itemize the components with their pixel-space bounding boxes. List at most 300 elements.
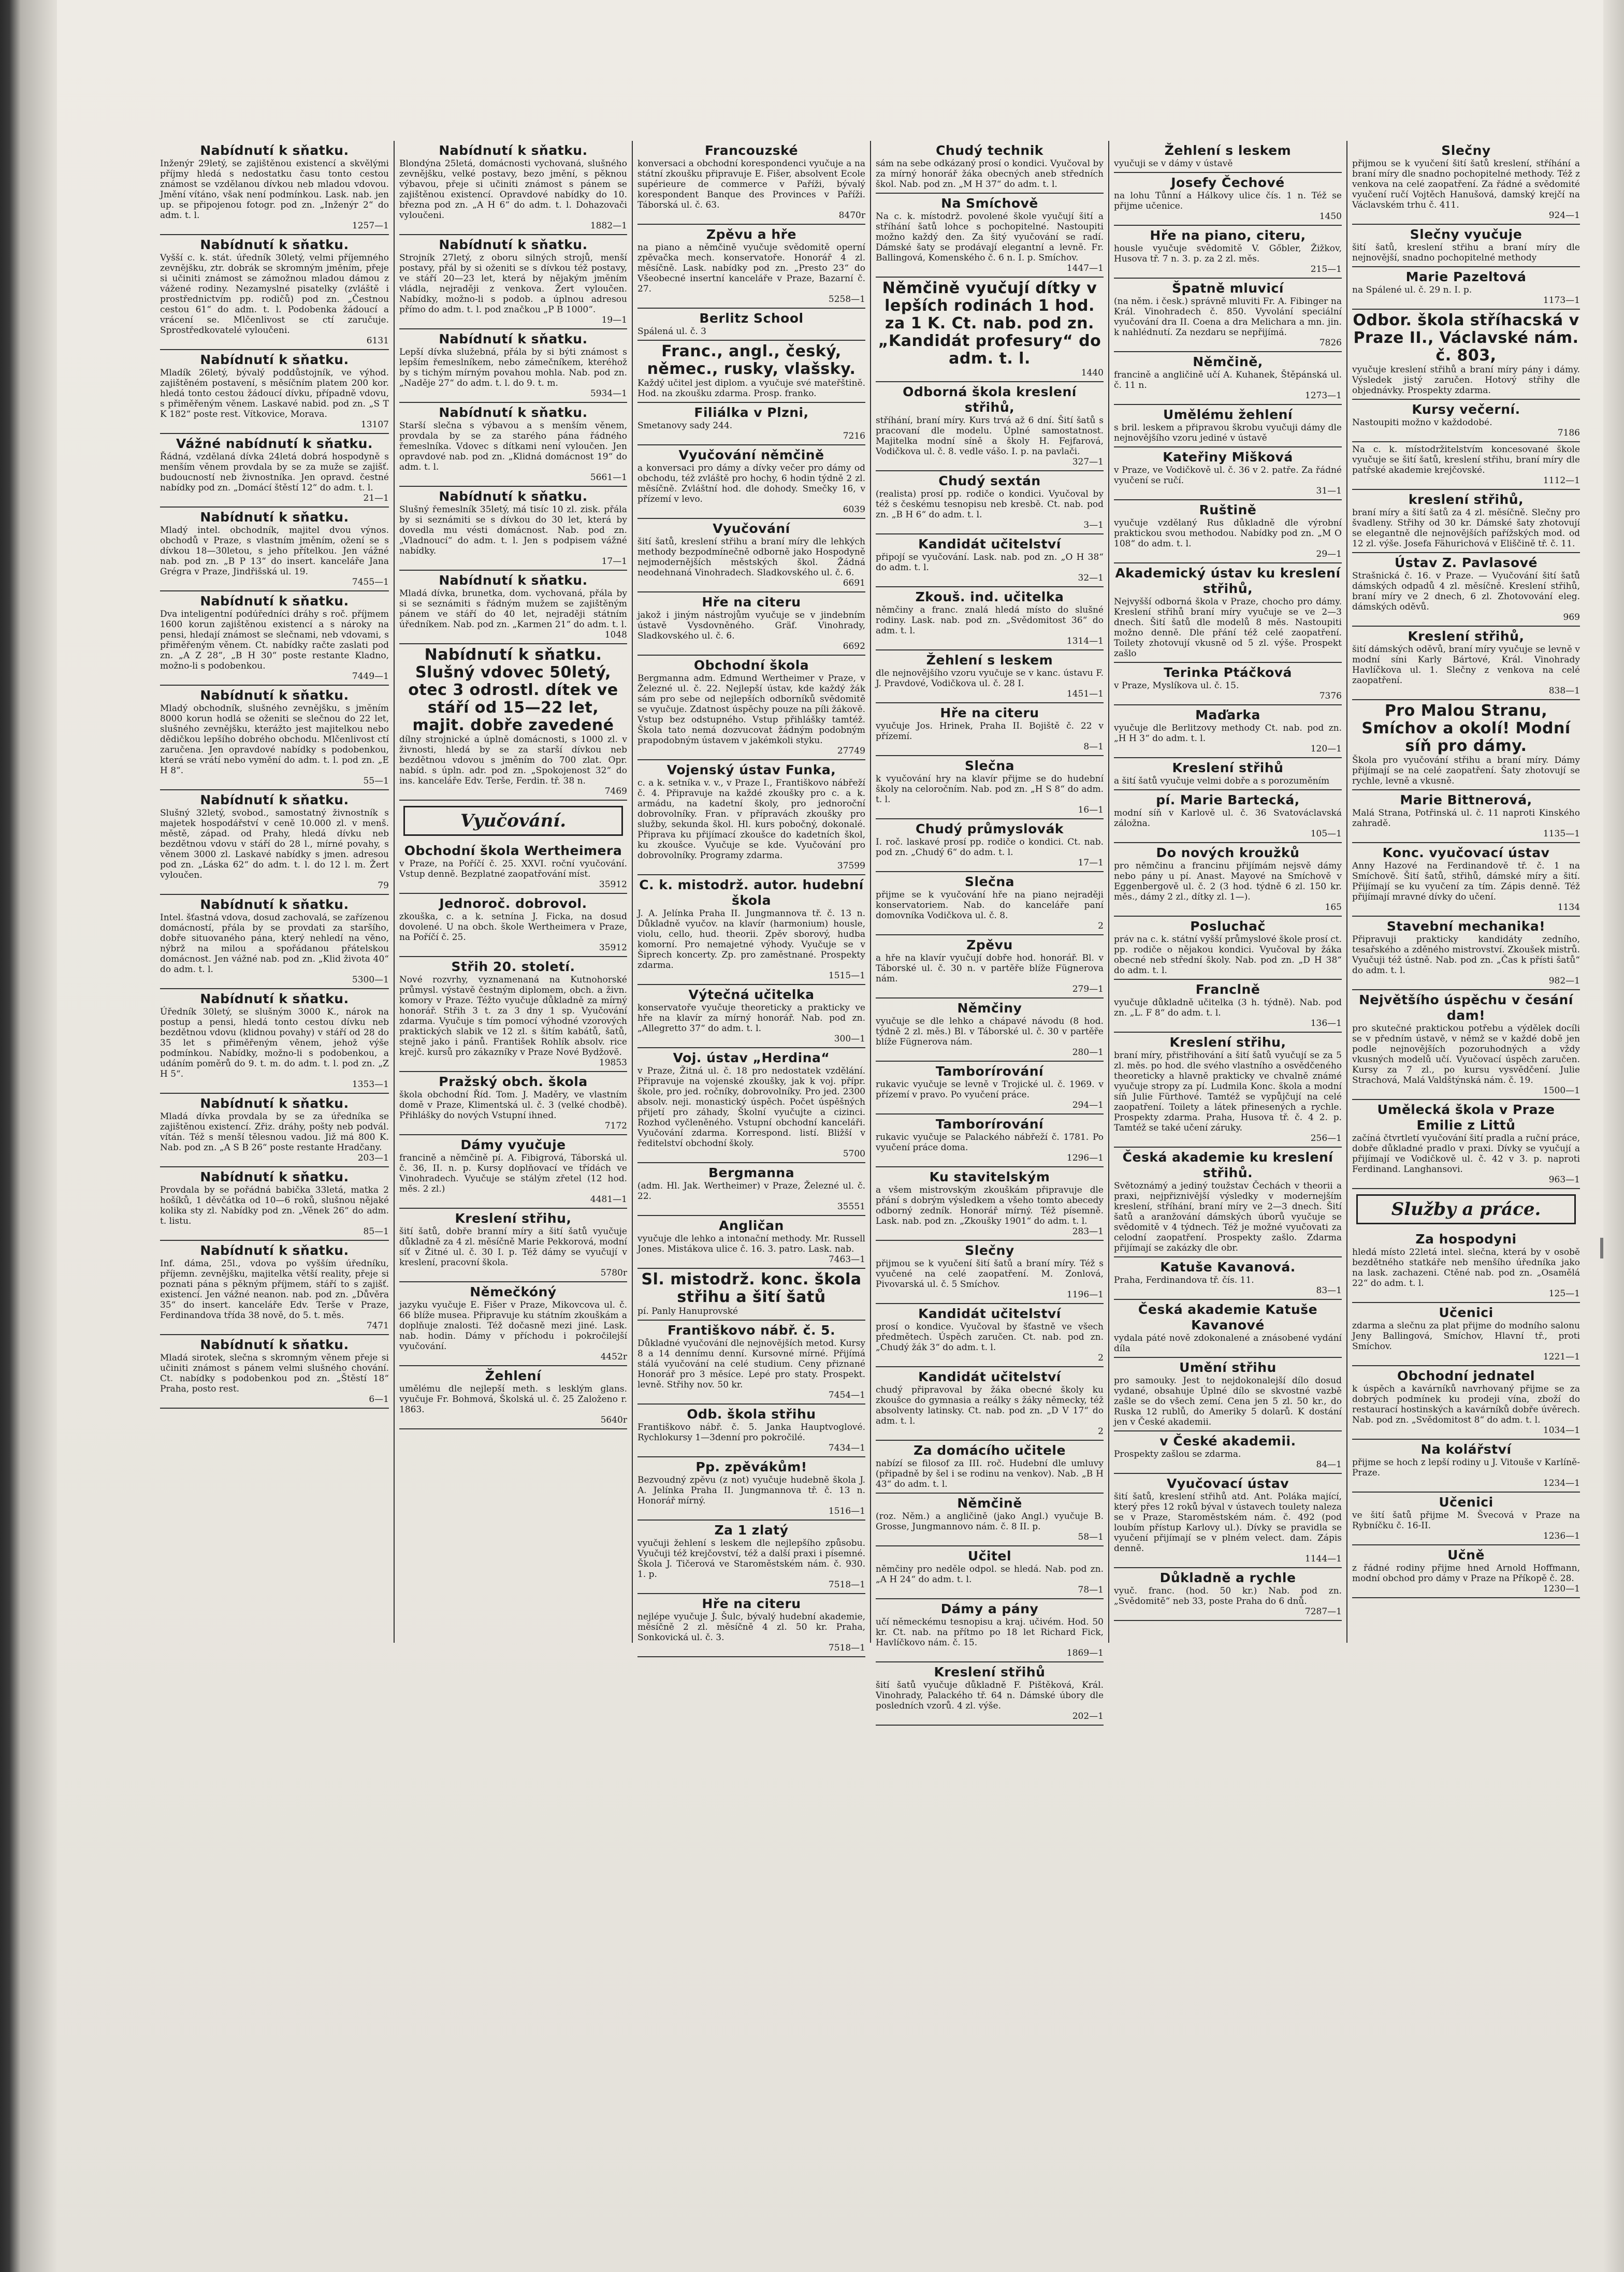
ad-title: Učně xyxy=(1447,1547,1485,1562)
ad-number: 78—1 xyxy=(1078,1585,1104,1595)
ad-body: dílny strojnické a úplně domácnosti, s 1000 zl. v živnosti, hledá by se za starší dívkou neb bezdětnou vdovou s jměním do 700 zlat. Opr. nabíd. s úpln. adr. pod zn. „Spokojenost 32“ do ins. kanceláře Edv. Terše, Ferdin. tř. 38 n. xyxy=(399,734,627,786)
ad-title: Nabídnutí k sňatku. Slušný vdovec 50letý, otec 3 odrostl. dítek ve stáří od 15—22 let, majit. dobře zavedené xyxy=(408,646,618,734)
ad-number: 4452r xyxy=(600,1352,627,1362)
ad-body: šití šatů, kreslení střihu a braní míry dle lehkých methody bezpodmínečně odborně jako Hospodyně nejmodernějších městských škol. Žádná neodehnaná Vinohradech. Sladkovského ul. č. 6. xyxy=(637,537,865,578)
ad-body: (na něm. i česk.) správně mluviti Fr. A. Fibinger na Král. Vinohradech č. 850. Vyvolání speciální vyučování dra II. Coena a dra Melichara a mn. jin. k nahlédnutí. Za nezdaru se nepřijímá. xyxy=(1114,296,1342,338)
ad-title: Chudý technik xyxy=(936,143,1043,158)
ad-title: Nabídnutí k sňatku. xyxy=(200,991,349,1006)
classified-ad xyxy=(637,1457,865,1521)
ad-number: 13107 xyxy=(360,419,389,430)
ad-number: 1034—1 xyxy=(1543,1425,1580,1436)
classified-ad xyxy=(399,329,627,403)
classified-ad xyxy=(876,1599,1104,1662)
ad-number: 84—1 xyxy=(1316,1459,1342,1470)
column-6 xyxy=(1346,141,1585,1643)
ad-title: Bergmanna xyxy=(708,1165,795,1180)
classified-ad xyxy=(399,841,627,894)
ad-body: modní síň v Karlově ul. č. 36 Svatováclavská záložna. xyxy=(1114,808,1342,829)
ad-title: Pp. zpěvákům! xyxy=(695,1459,807,1474)
ad-body: Inženýr 29letý, se zajištěnou existencí a skvělými příjmy hledá s nedostatku času tonto cestou známost se vzdělanou dívkou neb mladou vdovou. Jmění vítáno, však není podmínkou. Lask. nab. jen up. se připojenou fotogr. pod zn. „Inženýr 2“ do adm. t. l. xyxy=(160,158,389,221)
classified-ad xyxy=(1352,790,1580,843)
classified-ad xyxy=(1352,1100,1580,1189)
ad-number: 35551 xyxy=(837,1202,865,1212)
ad-title: Tamborírování xyxy=(935,1064,1044,1079)
ad-number: 969 xyxy=(1563,612,1580,623)
ad-body: z řádné rodiny přijme hned Arnold Hoffmann, modní obchod pro dámy v Praze na Příkopě č. 28. xyxy=(1352,1563,1580,1584)
ad-body: v Praze, Žitná ul. č. 18 pro nedostatek vzdělání. Připravuje na vojenské zkoušky, jak k voj. přípr. škole, pro jed. ročníky, dobrovolníky. Pro jed. 2300 absolv. neji. monastický úspěch. Počet úspěšných přijetí pro záhady, Školní vyučujte a cizinci. Rozhod vyčleněného. Vstupní obchodní kanceláři. Vyučování zdarma. Korrespond. listí. Bližší v ředitelství obchodní školy. xyxy=(637,1066,865,1149)
classified-ad xyxy=(1352,1493,1580,1545)
ad-body: s bril. leskem a připravou škrobu vyučuji dámy dle nejnovějšího vzoru jediné v ústavě xyxy=(1114,423,1342,443)
ad-number: 105—1 xyxy=(1310,829,1342,839)
binding-shadow xyxy=(0,0,57,2272)
ad-title: Obchodní jednatel xyxy=(1397,1368,1535,1383)
ad-body: vyučuje dle Berlitzovy methody Ct. nab. pod zn. „H H 3“ do adm. t. l. xyxy=(1114,723,1342,744)
ad-body: Inf. dáma, 25l., vdova po vyšším úředníku, příjemn. zevnějšku, majitelka větší reality, přeje si poznati pána s pěkným příjmem, stáří to s zajišť. existencí. Jen vážné neanon. nab. pod zn. „Důvěra 35“ do insert. kanceláře Edv. Terše v Praze, Ferdinandova třída 38 nově, do 5. t. měs. xyxy=(160,1258,389,1321)
ad-body: v Praze, ve Vodičkově ul. č. 36 v 2. patře. Za řádné vyučení se ručí. xyxy=(1114,465,1342,486)
classified-ad xyxy=(637,1521,865,1594)
ad-title: Sl. mistodrž. konc. škola střihu a šití šatů xyxy=(641,1270,862,1306)
ad-body: dle nejnovějšího vzoru vyučuje se v kanc. ústavu F. J. Pravdové, Vodičkova ul. č. 28 I. xyxy=(876,668,1104,689)
classified-ad xyxy=(876,194,1104,278)
classified-ad xyxy=(637,445,865,519)
classified-ad xyxy=(1352,990,1580,1100)
ad-body: práv na c. k. státní vyšší průmyslové škole prosí ct. pp. rodiče o nějakou kondici. Vyučoval by žáka obecné neb střední školy. Nab. pod zn. „D H 38“ do adm. t. l. xyxy=(1114,934,1342,976)
ad-title: Ústav Z. Pavlasové xyxy=(1395,555,1538,570)
classified-ad xyxy=(876,1441,1104,1494)
ad-body: šití šatů vyučuje důkladně F. Pištěková, Král. Vinohrady, Palackého tř. 64 n. Dámské úbory dle posledních vzorů. 4 zl. výše. xyxy=(876,1680,1104,1711)
ad-body: vyuč. franc. (hod. 50 kr.) Nab. pod zn. „Svědomitě“ neb 33, poste Praha do 6 dnů. xyxy=(1114,1586,1342,1607)
ad-body: na Spálené ul. č. 29 n. I. p. xyxy=(1352,285,1472,295)
ad-body: nabízí se filosof za III. roč. Hudební dle umluvy (připadně by šel i se rodinu na venkov). Nab. „B H 43“ do adm. t. l. xyxy=(876,1458,1104,1489)
ad-title: Žehlení s leskem xyxy=(1164,143,1292,158)
classified-ad xyxy=(399,644,627,801)
ad-number: 7455—1 xyxy=(352,577,389,587)
classified-ad xyxy=(1114,141,1342,173)
ad-title: Odborná škola kreslení střihů, xyxy=(903,384,1077,415)
ad-title: Nabídnutí k sňatku. xyxy=(200,237,349,252)
classified-ad xyxy=(160,235,389,350)
ad-body: Praha, Ferdinandova tř. čís. 11. xyxy=(1114,1275,1254,1285)
ad-body: a šití šatů vyučuje velmi dobře a s porozuměním xyxy=(1114,776,1330,786)
ad-body: Starší slečna s výbavou a s menším věnem, provdala by se za starého pána řádného řemeslníka. Vdovec s dítkami není vyloučen. Jen opravdové nab. pod zn. „Klidná domácnost 19“ do adm. t. l. xyxy=(399,421,627,472)
classified-ad xyxy=(876,587,1104,650)
ad-title: Katuše Kavanová. xyxy=(1160,1260,1296,1275)
ad-number: 85—1 xyxy=(363,1226,389,1237)
ad-number: 1196—1 xyxy=(1066,1290,1104,1300)
ad-title: Kreslení střihů xyxy=(934,1665,1046,1680)
ad-title: Za 1 zlatý xyxy=(714,1523,789,1538)
ad-body: vyučuje se dle lehko a chápavé návodu (8 hod. týdně 2 zl. měs.) Bl. v Táborské ul. č. 30 v partěře blíže Fügnerova nám. xyxy=(876,1016,1104,1047)
ad-title: Pro Malou Stranu, Smíchov a okolí! Modní síň pro dámy. xyxy=(1361,702,1571,755)
classified-ad xyxy=(876,278,1104,382)
ad-body: sám na sebe odkázaný prosí o kondici. Vyučoval by za mírný honorář žáka obecných aneb středních škol. Nab. pod zn. „M H 37“ do adm. t. l. xyxy=(876,158,1104,190)
ad-body: c. a k. setníka v. v., v Praze I., Františkovo nábřeží č. 4. Připravuje na každé zkoušky pro c. a k. armádu, na kadetní školy, pro jednoroční dobrovolníky. Fran. v přípravách zkoušky pro služby, sekunda škol. Hl. kurs pobočný, dokonalé. Připrava ku přijímací zkoušce do kadetních škol, ku zkoušce. Vyučuje se kde. Vyučování pro dobrovolníky. Programy zdarma. xyxy=(637,778,865,861)
ad-body: rukavic vyučuje se levně v Trojické ul. č. 1969. v přízemí v pravo. Po vyučení práce. xyxy=(876,1079,1104,1100)
ad-body: (realista) prosí pp. rodiče o kondici. Vyučoval by též s českému tesnopisu neb kresbě. Ct. nab. pod zn. „B H 6“ do adm. t. l. xyxy=(876,489,1104,520)
classified-ad xyxy=(399,1366,627,1429)
ad-number: 6691 xyxy=(843,578,865,588)
ad-number: 8470r xyxy=(838,210,865,221)
ad-body: Strojník 27letý, z oboru silných strojů, menší postavy, přál by si oženiti se s dívkou též postavy, ve stáří 20—23 let, která by nějakým jměním vládla, nejraději z venkova. Žert vyloučen. Nabídky, možno-li s podob. a úplnou adresou přímo do adm. t. l. pod značkou „P B 1000“. xyxy=(399,253,627,315)
ad-title: Nabídnutí k sňatku. xyxy=(439,489,588,504)
ad-title: Obchodní škola xyxy=(693,658,809,673)
classified-ad xyxy=(1114,663,1342,705)
ad-body: Řádná, vzdělaná dívka 24letá dobrá hospodyně s menším věnem provdala by se za muže se zajišť. budoucností neb živnostníka. Jen opravd. čestné nabídky pod zn. „Domácí štěstí 12“ do adm. t. l. xyxy=(160,452,389,493)
ad-body: Mladý obchodník, slušného zevnějšku, s jměním 8000 korun hodlá se oženiti se slečnou do 22 let, slušného zevnějšku, kterážto jest majitelkou nebo dědičkou lepšího dobrého obchodu. Mlčenlivost ctí zaručena. Jen opravdové nabídky s podobenkou, která se vrátí nebo vymění do adm. t. l. pod zn. „E H 8“. xyxy=(160,703,389,776)
ad-title: Stavební mechanika! xyxy=(1386,919,1546,934)
section-heading: Vyučování. xyxy=(403,806,623,836)
ad-title: Němečkóný xyxy=(470,1284,557,1299)
classified-ad xyxy=(637,985,865,1048)
ad-body: vyučuje důkladně učitelka (3 h. týdně). Nab. pod zn. „L. F 8“ do adm. t. l. xyxy=(1114,997,1342,1018)
ad-title: Slečny xyxy=(965,1243,1014,1258)
ad-body: Každý učitel jest diplom. a vyučuje své mateřštině. Hod. na zkoušku zdarma. Prosp. franko. xyxy=(637,378,865,399)
ad-number: 5661—1 xyxy=(590,472,627,483)
ad-title: Žehlení s leskem xyxy=(926,653,1053,668)
ad-body: J. A. Jelínka Praha II. Jungmannova tř. č. 13 n. Důkladně vyučov. na klavír (harmonium) housle, violu, cello, hud. theorii. Zpěv sborový, hudba komorní. Pro nemajetné výhody. Vyučuje se v Šiprech koncerty. Zp. pro zaměstnané. Prospekty zdarma. xyxy=(637,908,865,971)
ad-title: Slečna xyxy=(964,758,1015,773)
ad-number: 203—1 xyxy=(357,1153,389,1163)
ad-body: šití šatů, kreslení střihu a braní míry dle nejnovější, snadno pochopitelné methody xyxy=(1352,242,1580,263)
ad-title: Do nových kroužků xyxy=(1156,845,1300,860)
ad-title: Slečny xyxy=(1441,143,1491,158)
ad-body: nejlépe vyučuje J. Šulc, bývalý hudební akademie, měsíčně 2 zl. měsíčně 4 zl. 50 kr. Praha, Sonkovická ul. č. 3. xyxy=(637,1612,865,1643)
ad-body: škola obchodní Říd. Tom. J. Maděry, ve vlastním domě v Praze, Klimentská ul. č. 3 (velké chodbě). Přihlášky do nových Vstupní ihned. xyxy=(399,1090,627,1121)
ad-number: 1440 xyxy=(1081,368,1104,378)
classified-ad xyxy=(637,341,865,403)
ad-body: k úspěch a kavárníků navrhovaný přijme se za dobrých podmínek ku prodeji vína, zboží do restaurací hostinských a kavárníků dobře úvěrech. Nab. pod zn. „Svědomitost 8“ do adm. t. l. xyxy=(1352,1384,1580,1425)
ad-body: Důkladné vyučování dle nejnovějších metod. Kursy 8 a 14 dennímu denní. Kursovné mírné. Přijímá stálá vyučování na celé studium. Ceny přiznané Honorář pro 3 měsíce. Lepé pro staty. Prospekt. levně. Střihy nov. 50 kr. xyxy=(637,1338,865,1390)
ad-body: pro němčinu a francinu přijímám nejsvě dámy nebo pány u pí. Anast. Mayové na Smíchově v Eggenbergově ul. č. 2 (3 hod. týdně 6 zl. 150 kr. měs., dámy 2 zl., dítky zl. 1—). xyxy=(1114,861,1342,902)
ad-number: 1257—1 xyxy=(352,221,389,231)
ad-number: 2 xyxy=(1098,921,1104,931)
ad-number: 1221—1 xyxy=(1543,1352,1580,1362)
classified-ad xyxy=(876,935,1104,998)
ad-number: 7216 xyxy=(843,431,865,441)
classified-ad xyxy=(637,403,865,445)
ad-body: Nastoupiti možno v každodobé. xyxy=(1352,417,1492,428)
classified-ad xyxy=(160,1241,389,1335)
classified-ad xyxy=(399,141,627,235)
ad-title: Nabídnutí k sňatku. xyxy=(200,510,349,525)
classified-ad xyxy=(1114,447,1342,500)
classified-ad xyxy=(637,1216,865,1269)
ad-title: Slečna xyxy=(964,874,1015,889)
ad-body: Prospekty zašlou se zdarma. xyxy=(1114,1449,1241,1459)
ad-title: Jednoroč. dobrovol. xyxy=(439,896,587,911)
classified-ad xyxy=(399,1072,627,1135)
ad-title: Ku stavitelským xyxy=(929,1169,1050,1184)
ad-title: Kreslení střihů, xyxy=(1408,629,1525,644)
ad-number: 1135—1 xyxy=(1543,829,1580,839)
ad-number: 136—1 xyxy=(1310,1018,1342,1029)
ad-number: 6039 xyxy=(843,504,865,515)
classified-ad xyxy=(876,1062,1104,1115)
ad-title: Žehlení xyxy=(485,1368,542,1383)
ad-body: stříhání, braní míry. Kurs trvá až 6 dní. Šití šatů s pracovaní dle modelu. Úplné samostatnost. Majitelka modní síně a školy H. Fejfarová, Vodičkova ul. č. 8. vedle vášo. I. p. na pavlači. xyxy=(876,415,1104,457)
ad-body: braní míry a šití šatů za 4 zl. měsíčně. Slečny pro švadleny. Střihy od 30 kr. Dámské šaty zhotovují se elegantně dle nejnovějších pařížských mod. od 12 zl. výše. Josefa Fähurichová v Eliščině tř. č. 11. xyxy=(1352,508,1580,549)
ad-title: Hře na citeru xyxy=(702,1596,801,1611)
classified-ad xyxy=(399,1282,627,1366)
ad-title: Nabídnutí k sňatku. xyxy=(200,1243,349,1258)
ad-number: 215—1 xyxy=(1310,264,1342,274)
ad-title: Kandidát učitelství xyxy=(918,1306,1061,1321)
ad-body: přijmou se k vyučení šití šatů a braní míry. Též s vyučené na celé zaopatření. M. Zonlová, Pivovarská ul. č. 5 Smíchov. xyxy=(876,1258,1104,1290)
ad-number: 2 xyxy=(1098,1353,1104,1363)
ad-body: Mladík 26letý, bývalý poddůstojník, ve výhod. zajištěném postavení, s měsíčním platem 200 kor. hledá tonto cestou žádoucí dívku, případně vdovu, s přiměřeným věnem. Laskavé nabid. pod zn. „S T K 182“ poste rest. Vítkovice, Morava. xyxy=(160,368,389,419)
ad-body: zkouška, c. a k. setnína J. Ficka, na dosud dovolené. U na obch. škole Wertheimera v Praze, na Poříčí č. 25. xyxy=(399,911,627,943)
classified-ad xyxy=(160,1094,389,1167)
ad-number: 17—1 xyxy=(1078,858,1104,868)
ad-title: Umění střihu xyxy=(1179,1360,1277,1375)
ad-title: Výtečná učitelka xyxy=(688,987,815,1002)
ad-body: šití šatů, dobře branní míry a šití šatů vyučuje důkladně za 4 zl. měsíčně Marie Pekkorová, modní síť v Žitné ul. č. 30 I. p. Též dámy se vyučují v kreslení, pracovní škola. xyxy=(399,1226,627,1268)
ad-number: 1296—1 xyxy=(1066,1153,1104,1163)
ad-title: Chudý sextán xyxy=(938,473,1041,488)
ad-body: rukavic vyučuje se Palackého nábřeží č. 1781. Po vyučení práce doma. xyxy=(876,1132,1104,1153)
classified-ad xyxy=(1114,980,1342,1033)
ad-number: 5640r xyxy=(600,1415,627,1425)
classified-ad xyxy=(1114,279,1342,352)
ad-title: Němčiny xyxy=(957,1001,1022,1016)
ad-number: 6131 xyxy=(366,336,389,346)
ad-title: Kreslení střihů xyxy=(1172,760,1284,775)
classified-ad xyxy=(1352,553,1580,627)
classified-ad xyxy=(1352,917,1580,990)
classified-ad xyxy=(1114,1358,1342,1431)
ad-number: 8—1 xyxy=(1083,742,1104,752)
ad-number: 1173—1 xyxy=(1543,295,1580,306)
ad-number: 280—1 xyxy=(1072,1047,1104,1058)
ad-body: jakož i jiným nástrojům vyučuje se v jindebním ústavě Vysdovněného. Gräf. Vinohrady, Sladkovského ul. č. 6. xyxy=(637,610,865,641)
ad-body: Spálená ul. č. 3 xyxy=(637,326,706,337)
ad-title: Nabídnutí k sňatku. xyxy=(439,331,588,346)
classified-ad xyxy=(637,141,865,225)
ad-title: Nabídnutí k sňatku. xyxy=(200,897,349,912)
ad-number: 7518—1 xyxy=(828,1643,865,1653)
classified-ad xyxy=(637,592,865,656)
classified-ad xyxy=(876,872,1104,935)
ad-number: 31—1 xyxy=(1316,486,1342,496)
ad-number: 17—1 xyxy=(601,556,627,567)
classified-ad xyxy=(1352,225,1580,267)
classified-ad xyxy=(637,1405,865,1457)
ad-body: šití šatů, kreslení střihů atd. Ant. Poláka mající, který přes 12 roků býval v ústavech toulety naleza se v Praze, Staroměstském nám. č. 492 (pod loubím přístup Karlovy ul.). Dívky se pravidla se vyučení přijímají se v plném velect. dam. Zápis denně. xyxy=(1114,1492,1342,1554)
ad-title: Vyučovací ústav xyxy=(1167,1476,1289,1491)
ad-number: 294—1 xyxy=(1072,1100,1104,1110)
classified-ad xyxy=(160,989,389,1094)
ad-number: 283—1 xyxy=(1072,1226,1104,1237)
classified-ad xyxy=(1114,563,1342,663)
ad-number: 279—1 xyxy=(1072,984,1104,994)
ad-number: 5258—1 xyxy=(828,294,865,305)
classified-ad xyxy=(1114,1568,1342,1621)
ad-number: 1500—1 xyxy=(1543,1086,1580,1096)
ad-number: 7518—1 xyxy=(828,1580,865,1590)
ad-title: Nabídnutí k sňatku. xyxy=(200,688,349,703)
classified-ad xyxy=(1114,843,1342,917)
classified-ad xyxy=(1114,1148,1342,1257)
ad-title: Konc. vyučovací ústav xyxy=(1382,845,1550,860)
ad-body: I. roč. laskavé prosí pp. rodiče o kondici. Ct. nab. pod zn. „Chudý 6“ do adm. t. l. xyxy=(876,837,1104,858)
ad-title: Maďarka xyxy=(1195,707,1260,722)
classified-ad xyxy=(399,235,627,329)
ad-title: kreslení střihů, xyxy=(1408,492,1524,507)
ad-body: přijmou se k vyučení šití šatů kreslení, stříhání a braní míry dle snadno pochopitelné methody. Též z venkova na celé zaopatření. Za řádné a svědomité vyučení ručí Vojtěch Hanušová, damský krejčí na Václavském trhu č. 411. xyxy=(1352,158,1580,210)
ad-number: 19853 xyxy=(599,1058,627,1068)
ad-number: 58—1 xyxy=(1078,1532,1104,1542)
ad-title: Pražský obch. škola xyxy=(439,1074,588,1089)
classified-ad xyxy=(876,703,1104,756)
ad-title: Angličan xyxy=(719,1218,784,1233)
ad-title: Nabídnutí k sňatku. xyxy=(439,143,588,158)
ad-title: Dámy vyučuje xyxy=(460,1137,566,1152)
ad-body: přijme se k vyučování hře na piano nejraději konservatoriem. Nab. do kanceláře paní domovníka Vodičkova ul. č. 8. xyxy=(876,890,1104,921)
classified-ad xyxy=(1114,500,1342,563)
classified-ad xyxy=(637,1594,865,1657)
classified-ad xyxy=(637,875,865,985)
classified-ad xyxy=(637,309,865,341)
ad-body: a všem mistrovským zkouškám připravuje dle přání s dobrým výsledkem a všeho tomto abecedy odborný zedník. Honorář mírný. Též písemně. Lask. nab. pod zn. „Zkoušky 1901“ do adm. t. l. xyxy=(876,1185,1104,1226)
classified-ad xyxy=(1352,442,1580,490)
ad-number: 1234—1 xyxy=(1543,1478,1580,1488)
ad-number: 5300—1 xyxy=(352,975,389,985)
classified-ad xyxy=(1352,1229,1580,1303)
ad-title: Němčině xyxy=(957,1496,1022,1511)
ad-title: Kateřiny Mišková xyxy=(1163,450,1293,465)
ad-title: Zpěvu a hře xyxy=(706,227,796,242)
ad-number: 35912 xyxy=(599,943,627,953)
classified-ad xyxy=(399,1209,627,1282)
ad-title: Učitel xyxy=(967,1549,1012,1564)
ad-title: Chudý průmyslovák xyxy=(915,821,1064,836)
classified-ad xyxy=(1114,226,1342,279)
ad-body: Mladý intel. obchodník, majitel dvou výnos. obchodů v Praze, s vlastním jměním, ožení se s dívkou 18—30letou, s jeho přítelkou. Jen vážné nab. pod zn. „B P 13“ do insert. kanceláře Jana Grégra v Praze, Jindřišská ul. 19. xyxy=(160,525,389,577)
ad-body: vyučuje Jos. Hrinek, Praha II. Bojiště č. 22 v přízemí. xyxy=(876,721,1104,742)
ad-title: Akademický ústav ku kreslení střihů, xyxy=(1115,566,1341,596)
ad-title: Vážné nabídnutí k sňatku. xyxy=(176,436,373,451)
ad-title: pí. Marie Bartecká, xyxy=(1156,792,1300,807)
ad-body: hledá místo 22letá intel. slečna, která by v osobě bezdětného statkáře neb menšího úředníka jako na lask. zachazeni. Ctěné nab. pod zn. „Osamělá 22“ do adm. t. l. xyxy=(1352,1247,1580,1289)
ad-title: Nabídnutí k sňatku. xyxy=(200,594,349,609)
classified-ad xyxy=(1352,1440,1580,1493)
ad-number: 1236—1 xyxy=(1543,1531,1580,1541)
ad-body: němčiny a franc. znalá hledá místo do slušné rodiny. Lask. nab. pod zn. „Svědomitost 36“ do adm. t. l. xyxy=(876,605,1104,636)
classified-ad xyxy=(876,1167,1104,1241)
ad-number: 202—1 xyxy=(1072,1711,1104,1721)
ad-title: Kursy večerní. xyxy=(1412,402,1520,417)
ad-number: 7172 xyxy=(604,1121,627,1131)
classified-ad xyxy=(876,1241,1104,1304)
ad-body: k vyučování hry na klavír přijme se do hudební školy na celoročním. Nab. pod zn. „H S 8“ do adm. t. l. xyxy=(876,774,1104,805)
ad-body: zdarma a slečnu za plat přijme do modního salonu Jeny Ballingová, Smíchov, Hlavní tř., proti Smíchov. xyxy=(1352,1321,1580,1352)
ad-body: Mladá sirotek, slečna s skromným věnem přeje si učiniti známost s pánem velmi slušného chování. Ct. nabídky s podobenkou pod zn. „Štěstí 18“ Praha, posto rest. xyxy=(160,1353,389,1394)
ad-number: 165 xyxy=(1325,902,1342,913)
ad-body: Vyšší c. k. stát. úředník 30letý, velmi příjemného zevnějšku, ztr. dobrák se skromným jměním, přeje si učiniti známost se zámožnou mladou dámou z vážené rodiny. Nezamyslné pisatelky (zvláště i prostřednictvím pp. rodičů) pod zn. „Čestnou cestou 61“ do adm. t. l. Podobenka žádoucí a vrácení se. Mlčenlivost se ctí zaručuje. Sprostředkovatelé vyloučeni. xyxy=(160,253,389,336)
ad-title: Za hospodyni xyxy=(1415,1232,1517,1247)
ad-number: 27749 xyxy=(837,746,865,756)
ad-title: Filiálka v Plzni, xyxy=(694,405,809,420)
classified-ad xyxy=(637,519,865,592)
ad-body: pro samouky. Jest to nejdokonalejší dílo dosud vydané, obsahuje Úplné dílo se skvostné vazbě zašle se do všech zemí. Cena jen 5 zl. 50 kr., do Ruska 12 rublů, do Ameriky 5 dolarů. K dostání jen v České akademii. xyxy=(1114,1376,1342,1427)
ad-body: konversaci a obchodní korespondenci vyučuje a na státní zkoušku připravuje E. Fišer, absolvent Ecole supérieure de commerce v Paříži, bývalý korespondent Banque des Provinces v Paříži. Táborská ul. č. 63. xyxy=(637,158,865,210)
ad-title: Největšího úspěchu v česání dam! xyxy=(1359,992,1573,1023)
classified-ad xyxy=(1114,405,1342,447)
ad-body: Provdala by se pořádná babička 33letá, matka 2 hošíků, 1 děvčátka od 10—6 roků, slušnou nějaké kolika sty zl. Nabídky pod zn. „Věnek 26“ do adm. t. listu. xyxy=(160,1185,389,1226)
ad-title: Nabídnutí k sňatku. xyxy=(200,1169,349,1184)
ad-title: Nabídnutí k sňatku. xyxy=(200,143,349,158)
classified-ad xyxy=(1352,1303,1580,1366)
ad-body: (adm. Hl. Jak. Wertheimer) v Praze, Železné ul. č. 22. xyxy=(637,1181,865,1202)
classified-ad xyxy=(637,1048,865,1163)
classified-ad xyxy=(876,471,1104,534)
ad-title: Marie Pazeltová xyxy=(1405,269,1527,284)
classified-ad xyxy=(876,650,1104,703)
ad-title: C. k. mistodrž. autor. hudební škola xyxy=(639,877,864,908)
classified-ad xyxy=(876,1367,1104,1441)
ad-title: Dámy a pány xyxy=(940,1601,1039,1616)
ad-number: 1353—1 xyxy=(352,1079,389,1090)
ad-title: Slečny vyučuje xyxy=(1410,227,1523,242)
ad-body: jazyku vyučuje E. Fišer v Praze, Mikovcova ul. č. 66 blíže musea. Připravuje ku státním zkouškám a doplňuje znalosti. Též dočasně mezi jiné. Lask. nab. hodin. Dámy v příchodu i pokročilejší vyučování. xyxy=(399,1300,627,1352)
ad-title: Kandidát učitelství xyxy=(918,1369,1061,1384)
ad-number: 300—1 xyxy=(834,1034,865,1044)
ad-body: (roz. Něm.) a angličině (jako Angl.) vyučuje B. Grosse, Jungmannovo nám. č. 8 II. p. xyxy=(876,1511,1104,1532)
ad-number: 7469 xyxy=(604,786,627,797)
classified-ad xyxy=(637,1163,865,1216)
classified-ad xyxy=(160,686,389,790)
ad-body: francině a angličině učí A. Kuhanek, Štěpánská ul. č. 11 n. xyxy=(1114,370,1342,390)
classified-ad xyxy=(1352,310,1580,400)
classified-columns xyxy=(155,141,1585,1721)
ad-body: na lohu Tůnní a Hálkovy ulice čís. 1 n. Též se přijme učenice. xyxy=(1114,191,1342,211)
classified-ad xyxy=(160,508,389,591)
classified-ad xyxy=(876,141,1104,194)
ad-body: Nejvyšší odborná škola v Praze, chocho pro dámy. Kreslení střihů braní míry vyučuje se ve 2—3 dnech. Šití šatů dle modelů 8 měs. Nastoupiti možno denně. Dle přání též celé zaopatření. Toilety zhotovují vkusně od 5 zl. výše. Prospekt zašlo xyxy=(1114,597,1342,659)
classified-ad xyxy=(1352,1545,1580,1598)
ad-body: Úředník 30letý, se slušným 3000 K., nárok na postup a pensi, hledá tonto cestou dívku neb bezdětnou vdovu (klidnou povahy) v stáří od 28 do 35 let s přiměřeným věnem, jehož výše podmínkou. Nabídky, možno-li s podobenkou, a udáním poměrů do 9. t. m. do adm. t. l. pod zn. „Z H 5“. xyxy=(160,1007,389,1079)
ad-body: Slušný 32letý, svobod., samostatný živnostník s majetek hospodářství v ceně 10.000 zl. v menš. městě, západ. od Prahy, hledá dívku neb bezdětnou vdovu v stáří do 28 l., mírné povahy, s věnem 3000 zl. Laskavé nabídky s jmen. adresou pod zn. „Láska 62“ do adm. t. l. do 12 l. m. Žert vyloučen. xyxy=(160,808,389,880)
ad-title: Francouzské xyxy=(704,143,799,158)
classified-ad xyxy=(1114,173,1342,226)
ad-title: Důkladně a rychle xyxy=(1159,1570,1296,1585)
ad-number: 7287—1 xyxy=(1304,1607,1342,1617)
classified-ad xyxy=(399,894,627,957)
ad-number: 19—1 xyxy=(601,315,627,325)
classified-ad xyxy=(876,1546,1104,1599)
ad-number: 7186 xyxy=(1557,428,1580,438)
ad-number: 1230—1 xyxy=(1543,1584,1580,1594)
classified-ad xyxy=(876,1115,1104,1167)
ad-body: připojí se vyučování. Lask. nab. pod zn. „O H 38“ do adm. t. l. xyxy=(876,552,1104,573)
ad-number: 16—1 xyxy=(1078,805,1104,815)
ad-body: Bergmanna adm. Edmund Wertheimer v Praze, v Železné ul. č. 22. Nejlepší ústav, kde každý žák sám pro sebe od nejlepších odborníků svědomitě se vyučuje. Zdatnost úspěchy pouze na píli žákově. Vstup bez odstupného. Vstup přihlášky tamtéž. Škola tato nemá dozvucovat žádným podobným prapodobným ústavem v jakémkoli styku. xyxy=(637,673,865,746)
ad-title: Vojenský ústav Funka, xyxy=(666,762,836,777)
ad-title: Učenici xyxy=(1439,1495,1494,1510)
ad-title: Nabídnutí k sňatku. xyxy=(200,1096,349,1111)
ad-title: Posluchač xyxy=(1190,919,1266,934)
classified-ad xyxy=(1352,267,1580,310)
classified-ad xyxy=(876,756,1104,819)
classified-ad xyxy=(1114,1257,1342,1300)
ad-body: němčiny pro neděle odpol. se hledá. Nab. pod zn. „A H 24“ do adm. t. l. xyxy=(876,1564,1104,1585)
classified-ad xyxy=(637,760,865,875)
classified-ad xyxy=(1114,1474,1342,1568)
ad-title: Franclně xyxy=(1195,982,1260,997)
ad-title: Voj. ústav „Herdina“ xyxy=(673,1050,830,1065)
ad-title: Střih 20. století. xyxy=(451,959,575,974)
ad-body: na piano a němčině vyučuje svědomitě operní zpěvačka mech. konservatoře. Honorář 4 zl. měsíčně. Lask. nabídky pod zn. „Presto 23“ do Všeobecné insertní kanceláře v Praze, Bazarní č. 27. xyxy=(637,242,865,294)
